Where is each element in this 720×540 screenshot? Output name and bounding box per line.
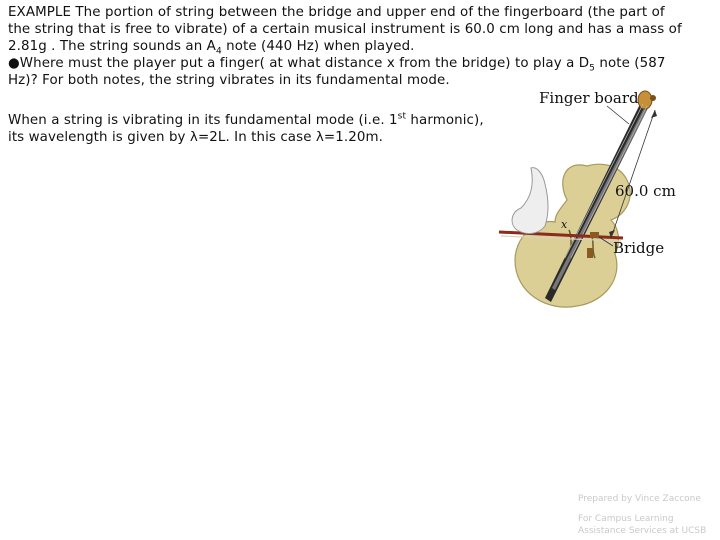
problem-line-4-pre: ●Where must the player put a finger( at what distance x from the bridge) to play a D [8, 56, 590, 71]
length-arrowhead-top [651, 110, 657, 118]
problem-line-1 [8, 4, 682, 21]
credit-line-3: Assistance Services at UCSB [578, 526, 707, 536]
x-label: x [561, 218, 568, 231]
tailpiece-mark [587, 248, 593, 258]
bridge-label: Bridge [613, 239, 665, 257]
problem-line-3 [8, 38, 682, 55]
note-a-subscript: 4 [215, 46, 222, 57]
problem-line-4 [8, 55, 682, 72]
fingerboard-pointer [607, 106, 629, 124]
hand [512, 168, 548, 234]
tuning-peg [650, 95, 656, 101]
note-d-subscript: 5 [589, 63, 595, 74]
problem-line-2: the string that is free to vibrate) of a certain musical instrument is 60.0 cm long and has a mass of [8, 22, 682, 37]
harmonic-superscript: st [397, 111, 407, 122]
answer-line-1 [8, 112, 484, 129]
answer-line-1-pre: When a string is vibrating in its fundamental mode (i.e. 1 [8, 113, 398, 128]
answer-text [8, 112, 484, 146]
fingerboard-label: Finger board [539, 89, 639, 107]
problem-statement [8, 4, 682, 89]
example-label: EXAMPLE [8, 5, 72, 20]
bridge [590, 232, 599, 238]
problem-line-3-post: note (440 Hz) when played. [221, 39, 415, 54]
answer-line-2: its wavelength is given by λ=2L. In this case λ=1.20m. [8, 130, 383, 145]
length-label: 60.0 cm [615, 182, 676, 200]
answer-line-1-post: harmonic), [406, 113, 484, 128]
problem-line-3-pre: 2.81g . The string sounds an A [8, 39, 216, 54]
scroll [638, 91, 652, 109]
problem-line-4-post: note (587 [595, 56, 666, 71]
problem-line-1-text: The portion of string between the bridge and upper end of the fingerboard (the part of [71, 5, 665, 20]
credit-line-2: For Campus Learning [578, 514, 674, 524]
credit-prepared-by: Prepared by Vince Zaccone [578, 494, 701, 504]
problem-line-5: Hz)? For both notes, the string vibrates in its fundamental mode. [8, 73, 450, 88]
cello-diagram [495, 88, 685, 318]
